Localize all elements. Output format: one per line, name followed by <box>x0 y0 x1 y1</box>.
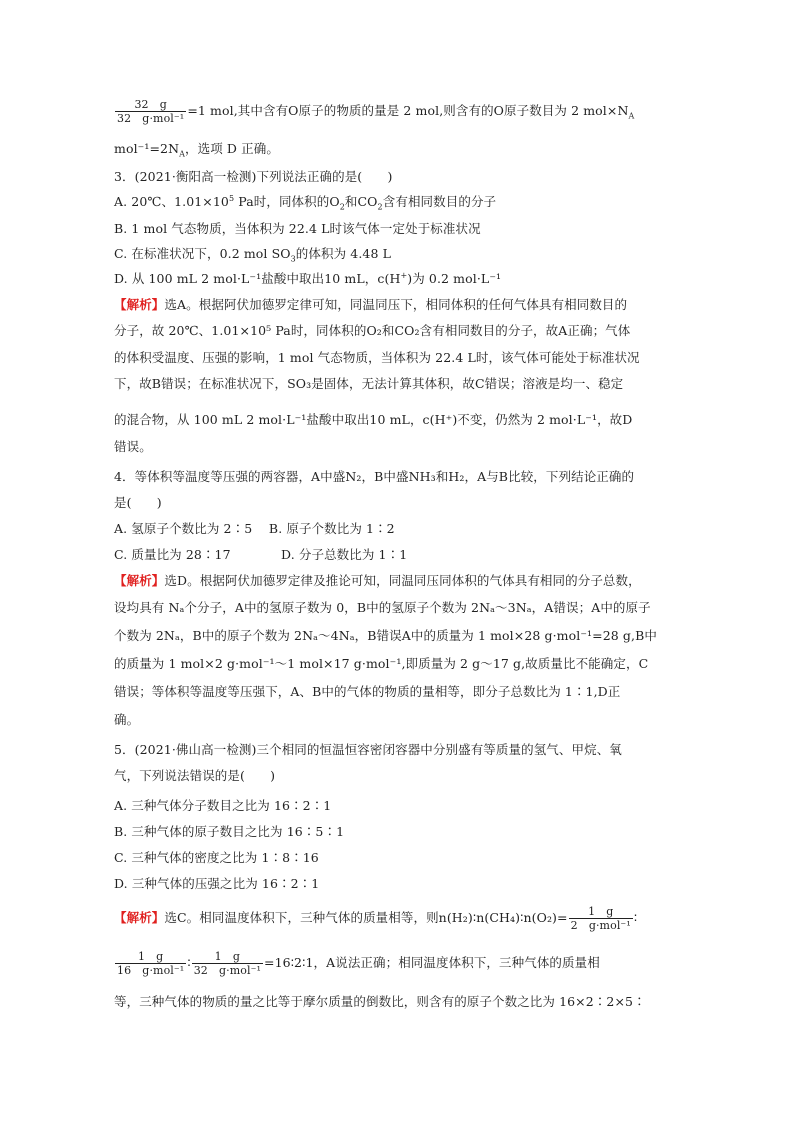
question-4-options-cd: C. 质量比为 28∶17 D. 分子总数比为 1∶1 <box>114 547 408 562</box>
line-1: $\frac{32 g}{\text{32 g·mol⁻¹}}$ =1 mol,其中含有O原子的物质的量是 2 mol,则含有的O原子数目为 2 $mol\times N_A$ <box>117 98 635 125</box>
answer-5-line-3: 等，三种气体的物质的量之比等于摩尔质量的倒数比，则含有的原子个数之比为 16×2∶2×5∶ <box>114 994 646 1009</box>
analysis-tag: 【解析】 <box>114 297 165 312</box>
question-4-options-ab: A. 氢原子个数比为 2∶5 B. 原子个数比为 1∶2 <box>114 521 395 536</box>
question-5-stem-line-2: 气，下列说法错误的是( ) <box>114 768 276 783</box>
analysis-tag: 【解析】 <box>114 910 165 925</box>
answer-3-line-6: 错误。 <box>114 439 152 454</box>
question-5-option-d: D. 三种气体的压强之比为 16∶2∶1 <box>114 876 320 891</box>
analysis-tag: 【解析】 <box>114 573 165 588</box>
fraction-o2: $\frac{1 g}{\text{32 g·mol⁻¹}}$ <box>193 950 262 977</box>
question-5-option-a: A. 三种气体分子数目之比为 16∶2∶1 <box>114 798 332 813</box>
question-5-option-b: B. 三种气体的原子数目之比为 16∶5∶1 <box>114 824 345 839</box>
question-3-option-d: D. 从 100 mL 2 mol·L⁻¹盐酸中取出10 mL，c(H+)为 0.2 mol·L⁻¹ <box>114 270 502 286</box>
fraction-h2: $\frac{1 g}{\text{2 g·mol⁻¹}}$ <box>570 905 631 932</box>
answer-3-line-3: 的体积受温度、压强的影响，1 mol 气态物质，当体积为 22.4 L时，该气体可能处于标准状况 <box>114 350 640 365</box>
question-3-option-a: A. 20℃、$1.01\times 10^5$ Pa时，同体积的$O_2$和$CO_2$含有相同数目的分子 <box>114 193 497 212</box>
line-2: $mol^{-1}=2N_A$，选项 D 正确。 <box>114 141 279 159</box>
answer-3-line-5: 的混合物，从 100 mL 2 mol·L⁻¹盐酸中取出10 mL，c(H⁺)不变，仍然为 2 mol·L⁻¹，故D <box>114 412 633 427</box>
fraction-o2-moles: $\frac{32 g}{\text{32 g·mol⁻¹}}$ <box>117 98 185 125</box>
question-5-stem-line-1: 5．(2021·佛山高一检测)三个相同的恒温恒容密闭容器中分别盛有等质量的氢气、甲烷、氧 <box>114 742 622 757</box>
fraction-ch4: $\frac{1 g}{\text{16 g·mol⁻¹}}$ <box>117 950 185 977</box>
answer-4-line-2: 设均具有 Nₐ个分子，A中的氢原子数为 0，B中的氢原子个数为 2Nₐ～3Nₐ，A错误；A中的原子 <box>114 600 651 615</box>
answer-4-line-1: 【解析】选D。根据阿伏加德罗定律及推论可知，同温同压同体积的气体具有相同的分子总数， <box>114 573 641 588</box>
question-3-stem: 3．(2021·衡阳高一检测)下列说法正确的是( ) <box>114 169 393 184</box>
answer-5-line-1: 【解析】选C。相同温度体积下，三种气体的质量相等，则n(H₂)∶n(CH₄)∶n(O₂)= $\frac{1 g}{\text{2 g·mol⁻¹}}$ ∶ <box>114 905 638 932</box>
answer-4-line-3: 个数为 2Nₐ，B中的原子个数为 2Nₐ～4Nₐ，B错误A中的质量为 1 mol×28 g·mol⁻¹=28 g,B中 <box>114 628 657 643</box>
answer-3-line-2: 分子，故 20℃、1.01×10⁵ Pa时，同体积的O₂和CO₂含有相同数目的分子，故A正确；气体 <box>114 323 631 338</box>
question-4-stem-line-2: 是( ) <box>114 495 162 510</box>
answer-4-line-6: 确。 <box>114 712 140 727</box>
question-5-option-c: C. 三种气体的密度之比为 1∶8∶16 <box>114 850 319 865</box>
answer-4-line-5: 错误；等体积等温度等压强下，A、B中的气体的物质的量相等，即分子总数比为 1∶1,D正 <box>114 684 621 699</box>
question-3-option-b: B. 1 mol 气态物质，当体积为 22.4 L时该气体一定处于标准状况 <box>114 221 481 236</box>
answer-5-line-2: $\frac{1 g}{\text{16 g·mol⁻¹}}$ ∶ $\frac{1 g}{\text{32 g·mol⁻¹}}$ =16∶2∶1，A说法正确；相同温度体积下，三种气体的质量相 <box>117 950 600 977</box>
answer-4-line-4: 的质量为 1 mol×2 g·mol⁻¹～1 mol×17 g·mol⁻¹,即质量为 2 g～17 g,故质量比不能确定，C <box>114 656 649 671</box>
question-4-stem-line-1: 4．等体积等温度等压强的两容器，A中盛N₂，B中盛NH₃和H₂，A与B比较，下列结论正确的 <box>114 469 635 484</box>
answer-3-line-4: 下，故B错误；在标准状况下，SO₃是固体，无法计算其体积，故C错误；溶液是均一、稳定 <box>114 376 624 391</box>
question-3-option-c: C. 在标准状况下，0.2 mol $SO_3$的体积为 4.48 L <box>114 246 391 264</box>
answer-3-line-1: 【解析】选A。根据阿伏加德罗定律可知，同温同压下，相同体积的任何气体具有相同数目的 <box>114 297 628 312</box>
